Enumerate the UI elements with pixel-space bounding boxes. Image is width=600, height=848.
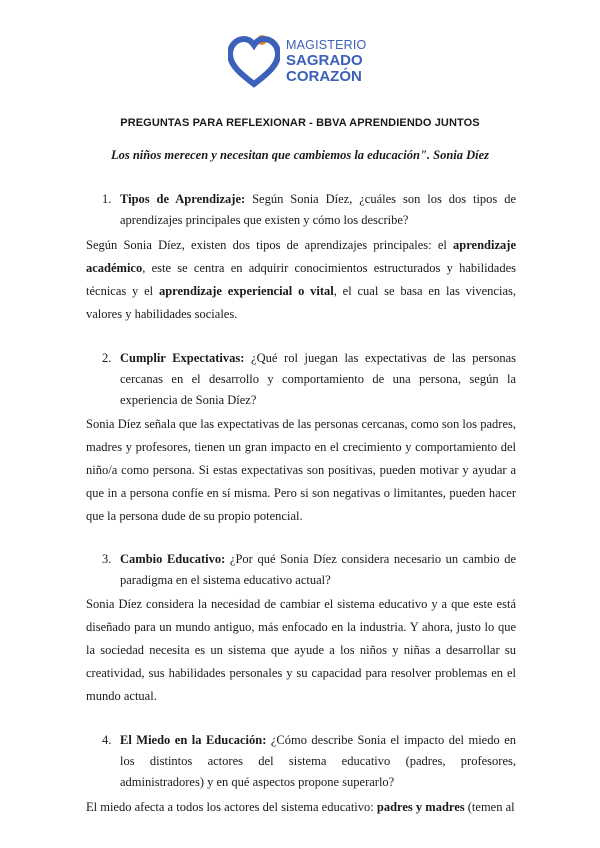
- answer-text: , este se centra en adquirir conocimientos estructurados y habilidades técnicas y el: [86, 261, 516, 298]
- answer-2: Sonia Díez señala que las expectativas de las personas cercanas, como son los padres, madres y profesores, tienen un gran impacto en el crecimiento y comportamiento del niño/a como persona. Si estas expectativas son positivas, pueden motivar y ayudar a que in a persona confíe en sí misma. Pero si son negativas o limitantes, pueden hacer que la persona dude de su propio potencial.: [86, 417, 516, 523]
- question-label: El Miedo en la Educación:: [120, 733, 267, 747]
- answer-bold: aprendizaje académico: [86, 238, 516, 275]
- logo-text: [286, 37, 366, 85]
- question-label: Cambio Educativo:: [120, 552, 226, 566]
- answer-3: Sonia Díez considera la necesidad de cambiar el sistema educativo y a que este está diseñado para un mundo antiguo, más enfocado en la industria. Y ahora, justo lo que la sociedad necesita es un sistema que ayude a los niños y niñas a desarrollar su creatividad, sus habilidades personales y su capacidad para resolver problemas en el mundo actual.: [86, 597, 516, 703]
- page-subtitle: Los niños merecen y necesitan que cambiemos la educación". Sonia Díez: [110, 148, 490, 162]
- question-label: Tipos de Aprendizaje:: [120, 192, 246, 206]
- page-title: PREGUNTAS PARA REFLEXIONAR - BBVA APRENDIENDO JUNTOS: [120, 117, 480, 129]
- answer-bold: padres y madres: [376, 800, 465, 814]
- logo-line-3: CORAZÓN: [286, 68, 362, 85]
- logo-line-2: SAGRADO: [286, 52, 363, 69]
- logo-line-1: MAGISTERIO: [286, 38, 367, 52]
- logo: [228, 26, 388, 102]
- answer-1: [86, 234, 516, 326]
- answer-text: , el cual se basa en las vivencias, valores y habilidades sociales.: [86, 284, 516, 321]
- question-text: Según Sonia Díez, ¿cuáles son los dos tipos de aprendizajes principales que existen y cómo los describe?: [120, 192, 517, 227]
- question-1: [102, 189, 517, 231]
- answer-bold: aprendizaje experiencial o vital: [158, 284, 334, 298]
- question-number: 3.: [102, 552, 112, 566]
- question-number: 4.: [102, 733, 112, 747]
- question-text: ¿Cómo describe Sonia el impacto del miedo en los distintos actores del sistema educativo (padres, profesores, administradores) y en qué aspectos propone superarlo?: [120, 733, 516, 789]
- answer-text: El miedo afecta a todos los actores del sistema educativo:: [86, 800, 377, 814]
- answer-text: (temen al: [464, 800, 515, 814]
- answer-4: [86, 796, 516, 819]
- question-2: [102, 348, 516, 411]
- question-4: [102, 730, 516, 793]
- question-number: 1.: [102, 192, 112, 206]
- question-3: [102, 549, 516, 591]
- heart-logo-icon: [228, 34, 280, 90]
- question-label: Cumplir Expectativas:: [120, 351, 245, 365]
- question-number: 2.: [102, 351, 112, 365]
- answer-text: Según Sonia Díez, existen dos tipos de aprendizajes principales: el: [86, 238, 454, 252]
- question-text: ¿Qué rol juegan las expectativas de las personas cercanas en el desarrollo y comportamiento de una persona, según la experiencia de Sonia Díez?: [120, 351, 516, 407]
- question-text: ¿Por qué Sonia Díez considera necesario un cambio de paradigma en el sistema educativo actual?: [120, 552, 516, 587]
